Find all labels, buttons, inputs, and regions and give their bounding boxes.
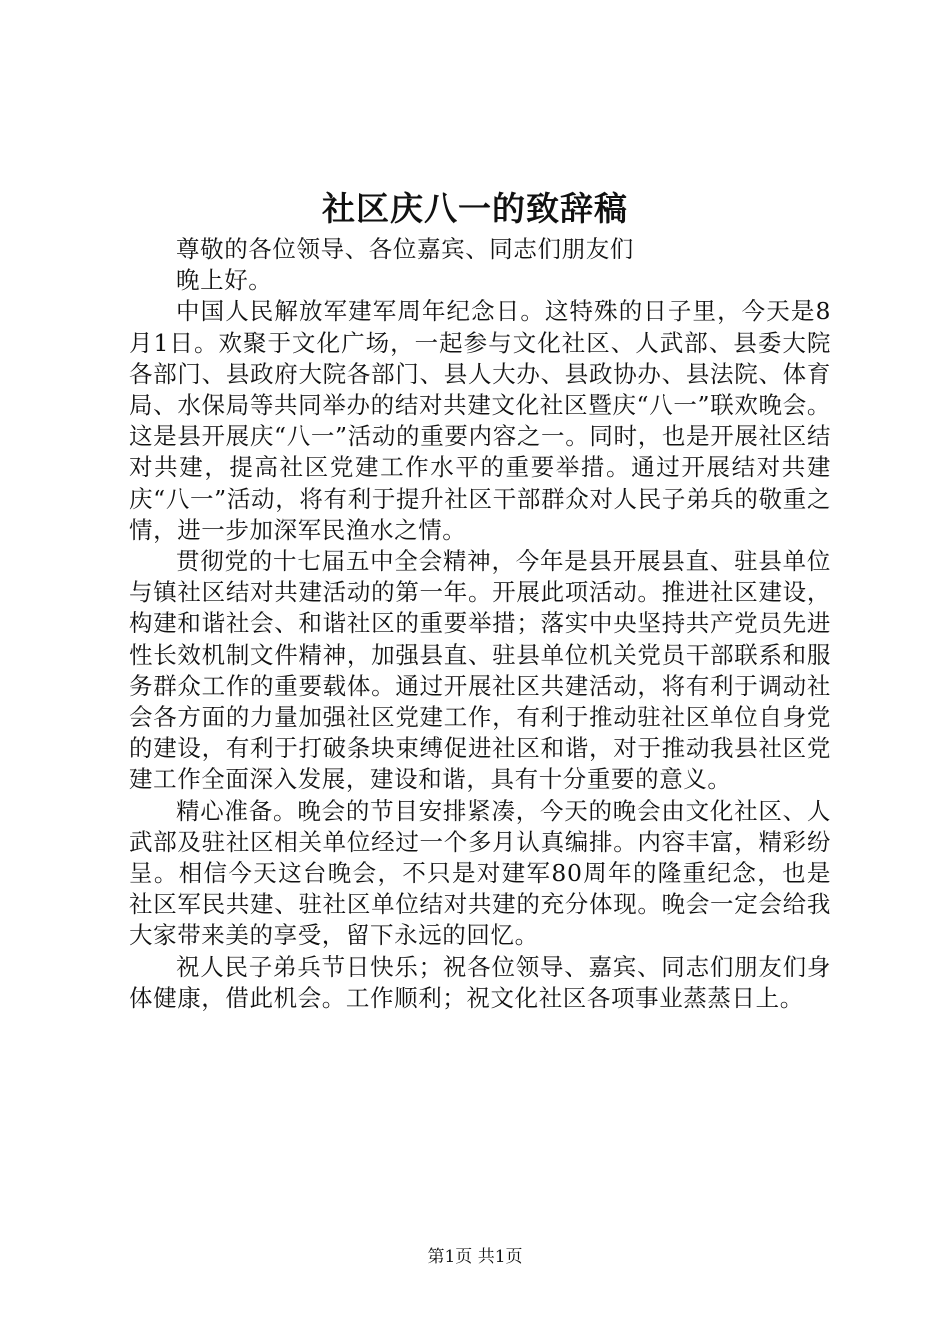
document-body [129,234,831,1014]
paragraph: 中国人民解放军建军周年纪念日。这特殊的日子里，今天是8月1日。欢聚于文化广场，一起参与文化社区、人武部、县委大院各部门、县政府大院各部门、县人大办、县政协办、县法院、体育局、水保局等共同举办的结对共建文化社区暨庆“八一”联欢晚会。这是县开展庆“八一”活动的重要内容之一。同时，也是开展社区结对共建，提高社区党建工作水平的重要举措。通过开展结对共建庆“八一”活动，将有利于提升社区干部群众对人民子弟兵的敬重之情，进一步加深军民渔水之情。 [129,297,831,544]
salutation: 尊敬的各位领导、各位嘉宾、同志们朋友们 [176,235,634,263]
paragraph: 祝人民子弟兵节日快乐；祝各位领导、嘉宾、同志们朋友们身体健康，借此机会。工作顺利；祝文化社区各项事业蒸蒸日上。 [129,952,831,1012]
paragraph: 精心准备。晚会的节目安排紧凑，今天的晚会由文化社区、人武部及驻社区相关单位经过一个多月认真编排。内容丰富，精彩纷呈。相信今天这台晚会，不只是对建军80周年的隆重纪念，也是社区军民共建、驻社区单位结对共建的充分体现。晚会一定会给我大家带来美的享受，留下永远的回忆。 [129,796,831,950]
page-number-footer: 第1页 共1页 [427,1247,523,1267]
document-title: 社区庆八一的致辞稿 [322,189,628,228]
greeting: 晚上好。 [176,266,273,295]
paragraph: 贯彻党的十七届五中全会精神，今年是县开展县直、驻县单位与镇社区结对共建活动的第一年。开展此项活动。推进社区建设，构建和谐社会、和谐社区的重要举措；落实中央坚持共产党员先进性长效机制文件精神，加强县直、驻县单位机关党员干部联系和服务群众工作的重要载体。通过开展社区共建活动，将有利于调动社会各方面的力量加强社区党建工作，有利于推动驻社区单位自身党的建设，有利于打破条块束缚促进社区和谐，对于推动我县社区党建工作全面深入发展，建设和谐，具有十分重要的意义。 [129,547,831,794]
